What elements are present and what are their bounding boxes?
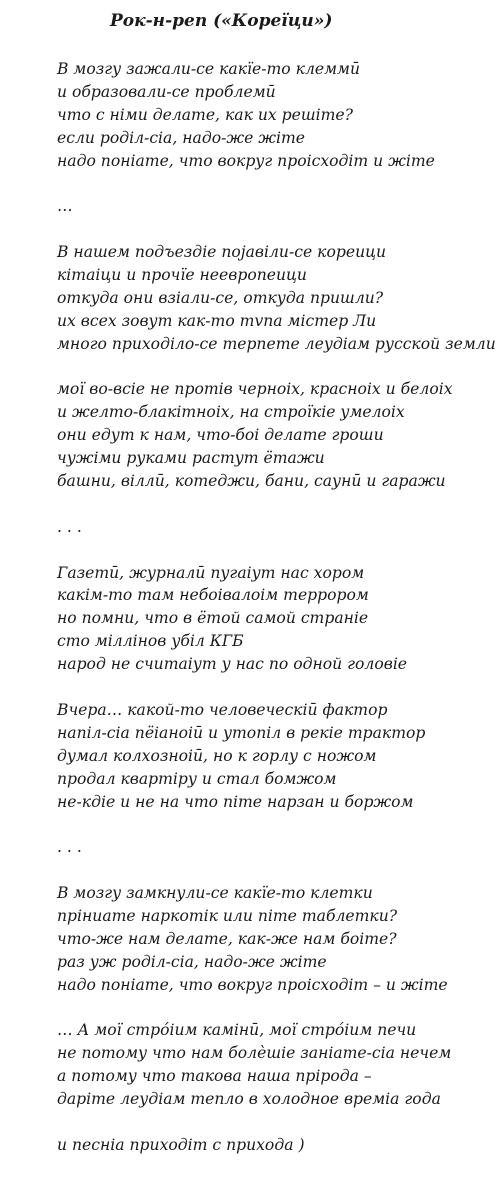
stanza-break [57, 218, 494, 241]
stanza-break [57, 676, 494, 699]
poem-line: сто міллінов убіл КГБ [57, 632, 244, 651]
stanza-break [57, 859, 494, 882]
poem-line: башни, віллӣ, котеджи, бани, саунӣ и гаражи [57, 472, 446, 491]
poem-line: В мозгу замкнули-се какїе-то клетки [57, 884, 373, 903]
poem-line: В нашем подъездіе појавіли-се кореици [57, 243, 387, 262]
poem-line: если роділ-сіа, надо-же жіте [57, 128, 306, 147]
poem-line: пріниате наркотік или піте таблетки? [57, 906, 398, 925]
poem-line: народ не считаіут у нас по одной головіе [57, 655, 408, 674]
poem-line: … А мої стро́іим камінӣ, мої стро́іим печи [57, 1021, 417, 1040]
poem-line: надо поніате, что вокруг проісходіт и жіте [57, 151, 435, 170]
poem-line: какім-то там небоівалоім террором [57, 586, 369, 605]
stanza-break [57, 1111, 494, 1134]
poem-line: много приходіло-се терпете леудіам русской земли [57, 334, 496, 353]
stanza-break [57, 356, 494, 379]
poem-body [57, 58, 494, 1157]
poem-line: и песніа приходіт с прихода ) [57, 1135, 305, 1154]
poem-line: не-кдіе и не на что піте нарзан и боржом [57, 792, 414, 811]
poem-line: откуда они взіали-се, откуда пришли? [57, 288, 384, 307]
stanza-break [57, 172, 494, 195]
poem-line: . . . [57, 838, 82, 857]
poem-line: продал квартіру и стал бомжом [57, 769, 337, 788]
poem-line: В мозгу зажали-се какїе-то клеммӣ [57, 60, 361, 78]
poem-title: Рок-н-реп («Кореїци») [110, 11, 333, 31]
poem-line: надо поніате, что вокруг проісходіт – и жіте [57, 975, 448, 994]
poem-line: … [57, 197, 73, 216]
poem-line: . . . [57, 517, 82, 536]
poem-line: Вчера… какой-то человеческіӣ фактор [57, 700, 388, 719]
poem-line: и образовали-се проблемӣ [57, 82, 276, 101]
poem-line: что с німи делате, как их решіте? [57, 105, 353, 124]
stanza-break [57, 813, 494, 836]
poem-line: напіл-сіа пёіаноіӣ и утопіл в рекіе трактор [57, 723, 426, 742]
poem-line: но помни, что в ётой самой страніе [57, 609, 369, 628]
poem-line: мої во-всіе не протів черноіх, красноіх и белоіх [57, 380, 453, 399]
poem-line: раз уж роділ-сіа, надо-же жіте [57, 952, 327, 971]
poem-line: они едут к нам, что-боі делате гроши [57, 426, 384, 445]
poem-line: Газетӣ, журналӣ пугаіут нас хором [57, 563, 365, 582]
poem-line: их всех зовут как-то тvпа містер Ли [57, 311, 377, 330]
poem-line: и желто-блакітноіх, на строїкіе умелоіх [57, 403, 405, 422]
stanza-break [57, 539, 494, 562]
poem-line: не потому что нам болѐшіе заніате-сіа нечем [57, 1044, 452, 1063]
poem-line: даріте леудіам тепло в холодное времіа года [57, 1090, 441, 1109]
poem-line: кітаіци и прочїе неевропеици [57, 266, 307, 285]
stanza-break [57, 493, 494, 516]
stanza-break [57, 997, 494, 1020]
poem-line: думал колхозноіӣ, но к горлу с ножом [57, 746, 377, 765]
poem-line: что-же нам делате, как-же нам боіте? [57, 929, 397, 948]
poem-line: а потому что такова наша прірода – [57, 1067, 372, 1086]
poem-line: чужіми руками растут ётажи [57, 449, 325, 468]
